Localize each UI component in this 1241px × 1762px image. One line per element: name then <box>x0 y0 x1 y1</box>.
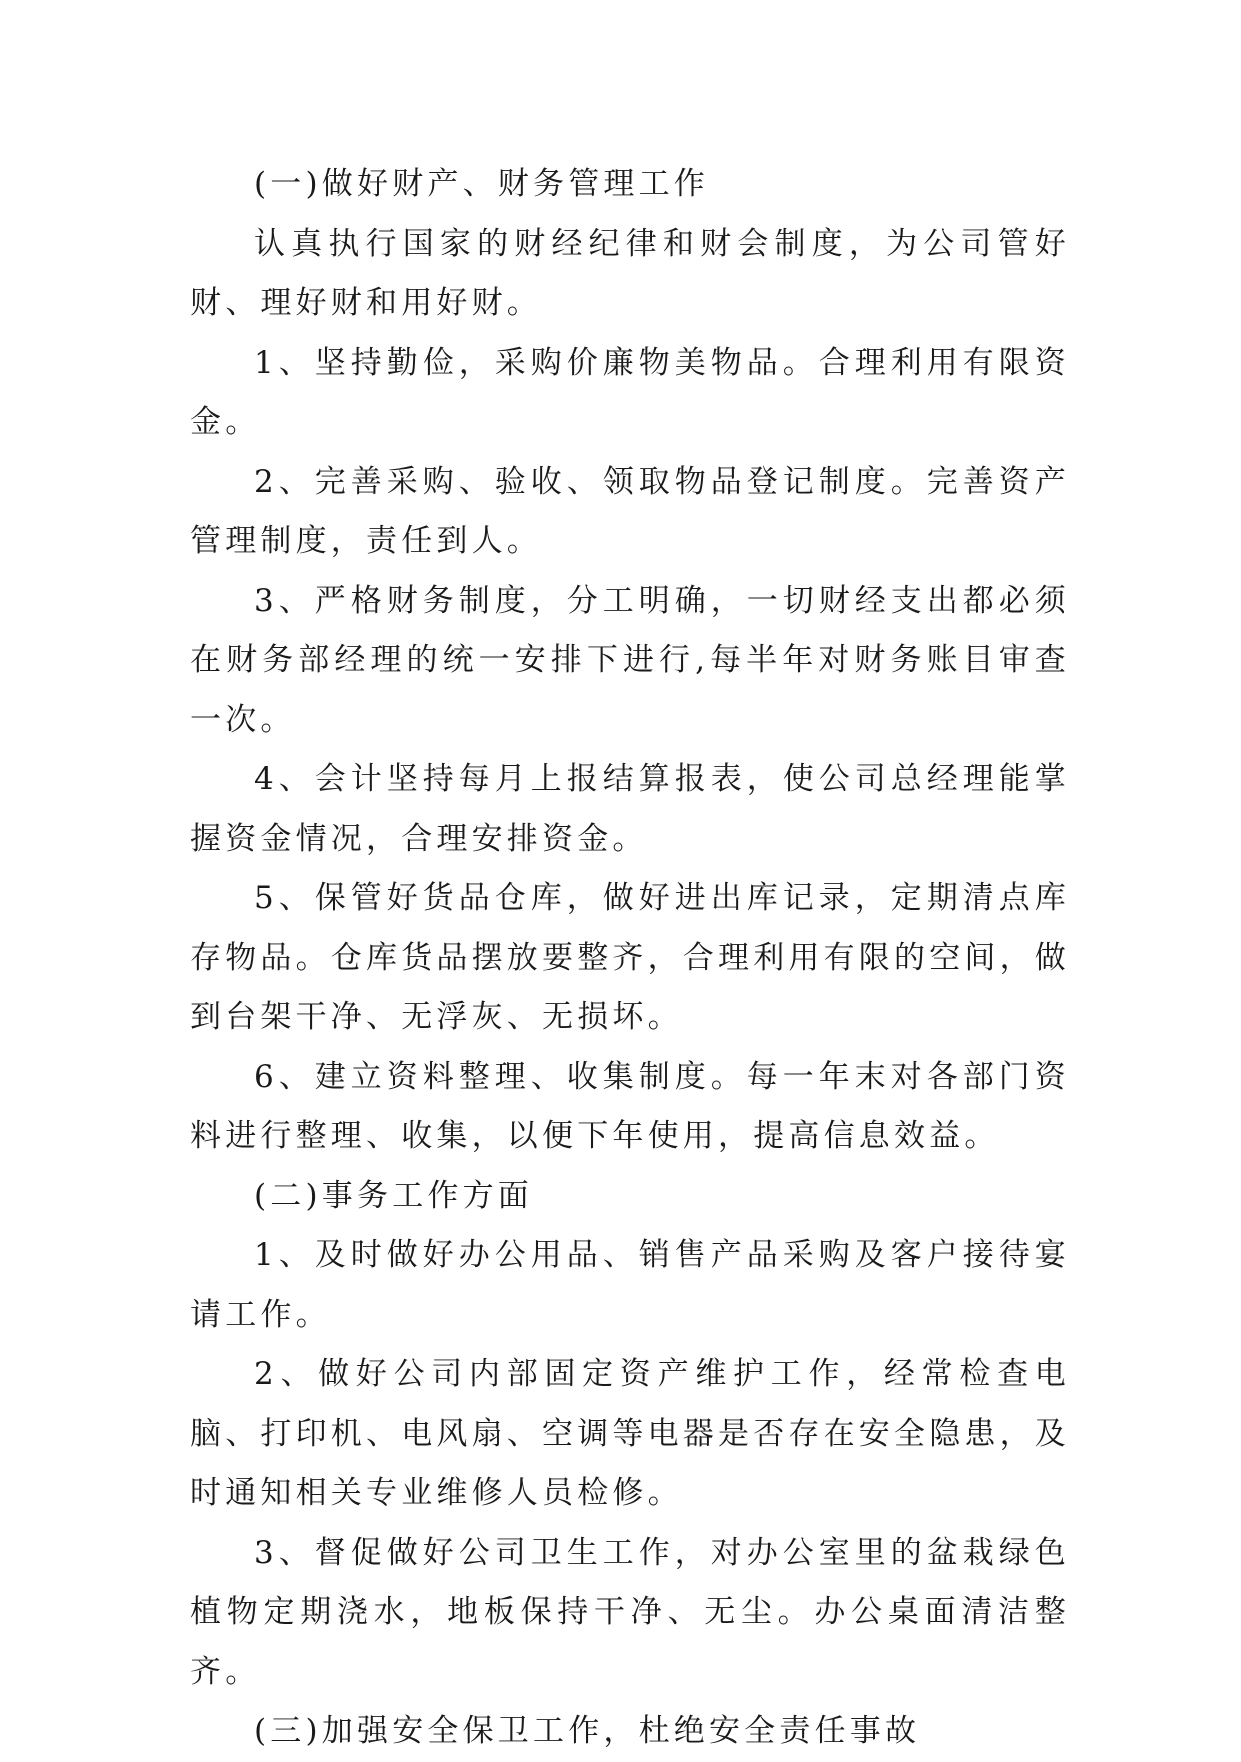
section-heading-security: (三)加强安全保卫工作，杜绝安全责任事故 <box>254 1713 921 1749</box>
paragraph-intro: 认真执行国家的财经纪律和财会制度，为公司管好财、理好财和用好财。 <box>190 225 1070 321</box>
section-heading-property-finance: (一)做好财产、财务管理工作 <box>254 166 709 202</box>
section-heading-affairs: (二)事务工作方面 <box>254 1177 533 1214</box>
list-item: 2、做好公司内部固定资产维护工作，经常检查电脑、打印机、电风扇、空调等电器是否存在安全隐患，及时通知相关专业维修人员检修。 <box>190 1356 1070 1511</box>
list-item: 5、保管好货品仓库，做好进出库记录，定期清点库存物品。仓库货品摆放要整齐，合理利用有限的空间，做到台架干净、无浮灰、无损坏。 <box>190 880 1070 1035</box>
document-body <box>190 155 1070 1762</box>
list-item: 3、严格财务制度，分工明确，一切财经支出都必须在财务部经理的统一安排下进行,每半年对财务账目审查一次。 <box>190 582 1070 738</box>
list-item: 4、会计坚持每月上报结算报表，使公司总经理能掌握资金情况，合理安排资金。 <box>190 761 1070 857</box>
list-item: 3、督促做好公司卫生工作，对办公室里的盆栽绿色植物定期浇水，地板保持干净、无尘。办公桌面清洁整齐。 <box>190 1534 1070 1690</box>
list-item: 1、及时做好办公用品、销售产品采购及客户接待宴请工作。 <box>190 1237 1070 1333</box>
list-item: 2、完善采购、验收、领取物品登记制度。完善资产管理制度，责任到人。 <box>190 463 1070 559</box>
list-item: 1、坚持勤俭，采购价廉物美物品。合理利用有限资金。 <box>190 344 1070 440</box>
list-item: 6、建立资料整理、收集制度。每一年末对各部门资料进行整理、收集，以便下年使用，提高信息效益。 <box>190 1058 1070 1154</box>
